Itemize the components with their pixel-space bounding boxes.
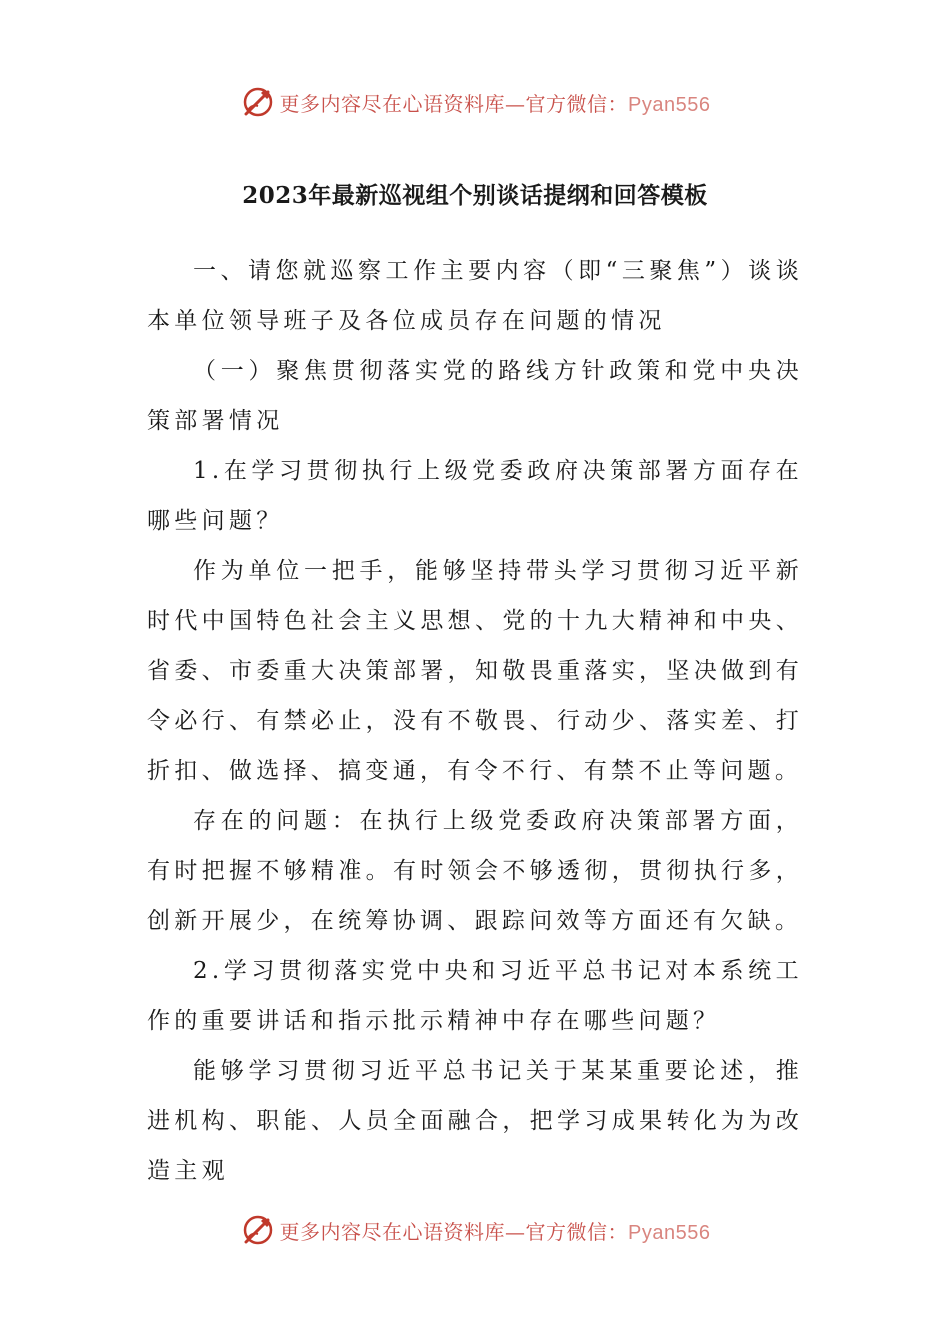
- watermark-wechat-id: Pyan556: [628, 93, 711, 116]
- header-watermark: [0, 84, 950, 120]
- paragraph-answer-2: 能够学习贯彻习近平总书记关于某某重要论述，推进机构、职能、人员全面融合，把学习成果转化为为改造主观: [147, 1058, 803, 1184]
- watermark-text: 更多内容尽在心语资料库—官方微信：Pyan556: [279, 91, 711, 116]
- document-body: [147, 246, 803, 1196]
- pen-logo-icon: [240, 1212, 276, 1248]
- paragraph-answer-1: 作为单位一把手，能够坚持带头学习贯彻习近平新时代中国特色社会主义思想、党的十九大精神和中央、省委、市委重大决策部署，知敬畏重落实，坚决做到有令必行、有禁必止，没有不敬畏、行动少、落实差、打折扣、做选择、搞变通，有令不行、有禁不止等问题。: [147, 558, 803, 784]
- paragraph-section-heading: 一、请您就巡察工作主要内容（即“三聚焦”）谈谈本单位领导班子及各位成员存在问题的情况: [147, 258, 803, 334]
- footer-watermark: [0, 1212, 950, 1248]
- paragraph-problems-1: 存在的问题：在执行上级党委政府决策部署方面，有时把握不够精准。有时领会不够透彻，贯彻执行多，创新开展少，在统筹协调、跟踪问效等方面还有欠缺。: [147, 808, 803, 934]
- paragraph-question-1: 1.在学习贯彻执行上级党委政府决策部署方面存在哪些问题？: [147, 458, 803, 534]
- pen-logo-icon: [240, 84, 276, 120]
- paragraph-subsection-heading: （一）聚焦贯彻落实党的路线方针政策和党中央决策部署情况: [147, 358, 803, 434]
- document-title: 2023年最新巡视组个别谈话提纲和回答模板: [242, 182, 708, 209]
- paragraph-question-2: 2.学习贯彻落实党中央和习近平总书记对本系统工作的重要讲话和指示批示精神中存在哪些问题？: [147, 958, 803, 1034]
- watermark-wechat-id: Pyan556: [628, 1221, 711, 1244]
- watermark-text: 更多内容尽在心语资料库—官方微信：Pyan556: [279, 1219, 711, 1244]
